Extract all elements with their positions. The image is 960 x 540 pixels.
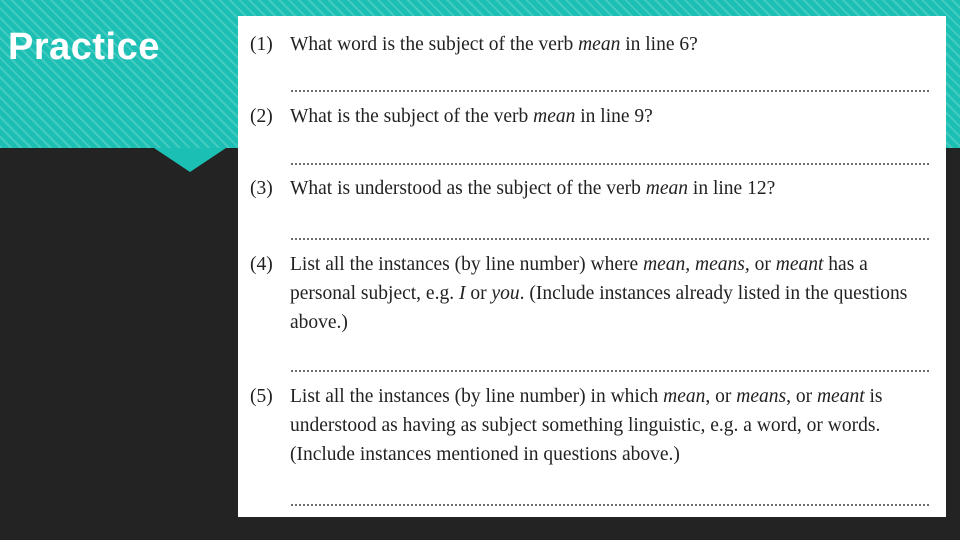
italic-term: meant [816, 386, 865, 407]
answer-line [290, 90, 930, 92]
text-run: List all the instances (by line number) where [290, 254, 644, 275]
text-run: or [465, 283, 492, 304]
text-run: in line 12? [688, 178, 776, 199]
question-number: (5) [250, 386, 273, 407]
question-number: (1) [250, 34, 273, 55]
question-number: (2) [250, 106, 273, 127]
text-run: List all the instances (by line number) in which [290, 386, 664, 407]
text-run: in line 6? [620, 34, 698, 55]
text-run: , or [705, 386, 737, 407]
italic-term: mean, means, [643, 254, 750, 275]
question-text [290, 250, 930, 337]
text-run: or [749, 254, 776, 275]
italic-term: mean [533, 106, 576, 127]
text-run: has a personal subject, e.g. [290, 254, 868, 304]
slide-title: Practice [8, 26, 160, 68]
italic-term: mean [663, 386, 706, 407]
answer-line [290, 504, 930, 506]
worksheet-image [238, 16, 946, 517]
text-run: What is understood as the subject of the verb [290, 178, 646, 199]
italic-term: you [491, 283, 520, 304]
answer-line [290, 163, 930, 165]
italic-term: I [458, 283, 466, 304]
text-run: What is the subject of the verb [290, 106, 534, 127]
question-text [290, 30, 930, 59]
italic-term: mean [578, 34, 621, 55]
answer-line [290, 370, 930, 372]
text-run: What word is the subject of the verb [290, 34, 579, 55]
italic-term: means [736, 386, 787, 407]
text-run: in line 9? [575, 106, 653, 127]
text-run: . (Include instances already listed in the questions above.) [290, 283, 908, 333]
text-run: , or [786, 386, 817, 407]
answer-line [290, 238, 930, 240]
text-run: is understood as having as subject something linguistic, e.g. a word, or words. (Include instances mentioned in questions above.) [290, 386, 883, 465]
header-notch [154, 148, 226, 172]
question-text [290, 174, 930, 203]
italic-term: mean [645, 178, 689, 199]
italic-term: meant [775, 254, 824, 275]
question-number: (4) [250, 254, 273, 275]
question-number: (3) [250, 178, 273, 199]
question-text [290, 382, 930, 469]
question-text [290, 102, 930, 131]
